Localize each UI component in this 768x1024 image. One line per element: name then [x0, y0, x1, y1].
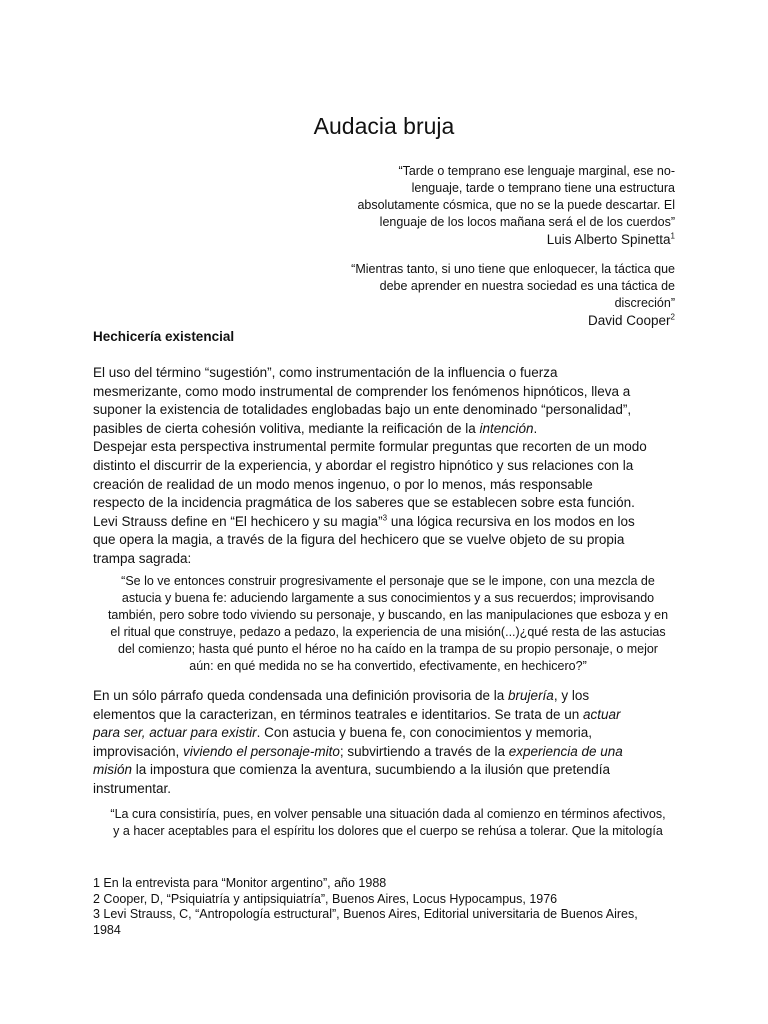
text-run: .	[533, 420, 538, 436]
epigraph-author	[351, 312, 675, 329]
text-line: Despejar esta perspectiva instrumental permite formular preguntas que recorten de un modo	[93, 439, 647, 455]
footnote: 3 Levi Strauss, C, “Antropología estructural”, Buenos Aires, Editorial universitaria de Buenos Aires,	[93, 907, 638, 921]
text-run: la impostura que comienza la aventura, sucumbiendo a la ilusión que pretendía	[132, 762, 611, 778]
block-quote-cura	[93, 806, 683, 840]
text-run: una lógica recursiva en los modos en los	[387, 513, 635, 529]
quote-line: “Se lo ve entonces construir progresivamente el personaje que se le impone, con una mezcla de	[121, 574, 655, 588]
epigraph-line: “Mientras tanto, si uno tiene que enloquecer, la táctica que	[351, 262, 675, 276]
author-name: David Cooper	[588, 313, 671, 328]
quote-line: y a hacer aceptables para el espíritu los dolores que el cuerpo se rehúsa a tolerar. Que la mitología	[113, 824, 663, 838]
epigraph-line: debe aprender en nuestra sociedad es una táctica de	[379, 279, 675, 293]
footnotes	[93, 876, 693, 938]
text-run: , y los	[553, 688, 590, 703]
text-line	[93, 420, 683, 439]
italic-run: experiencia de una	[508, 743, 623, 759]
epigraph-line: lenguaje de los locos mañana será el de los cuerdos”	[379, 215, 675, 229]
footnote-ref: 2	[670, 312, 675, 322]
text-line: El uso del término “sugestión”, como instrumentación de la influencia o fuerza	[93, 365, 558, 380]
document-title: Audacia bruja	[313, 113, 455, 139]
text-line: que opera la magia, a través de la figura del hechicero que se vuelve objeto de su propia	[93, 532, 625, 548]
text-line: distinto el discurrir de la experiencia, y abordar el registro hipnótico y sus relaciones con la	[93, 457, 634, 473]
footnote: 1984	[93, 922, 121, 937]
text-run: Levi Strauss define en “El hechicero y su magia”	[93, 513, 383, 529]
text-line: creación de realidad de un modo menos ingenuo, o por lo menos, más responsable	[93, 476, 593, 492]
epigraph-author	[357, 231, 675, 248]
text-run: ; subvirtiendo a través de la	[339, 743, 509, 759]
epigraph-spinetta	[357, 163, 675, 248]
italic-run: misión	[93, 762, 133, 778]
author-name: Luis Alberto Spinetta	[546, 232, 671, 247]
section-heading: Hechicería existencial	[93, 329, 235, 344]
text-line	[93, 743, 683, 762]
quote-line: astucia y buena fe: aduciendo largamente a sus conocimientos y a sus recuerdos; improvisando	[121, 591, 655, 605]
footnote: 1 En la entrevista para “Monitor argentino”, año 1988	[93, 876, 387, 890]
epigraph-line: lenguaje, tarde o temprano tiene una estructura	[411, 181, 675, 195]
text-line	[93, 513, 683, 532]
text-run: improvisación,	[93, 743, 184, 759]
block-quote-levi-strauss	[93, 573, 683, 675]
quote-line: el ritual que construye, pedazo a pedazo, la experiencia de una misión(...)¿qué resta de las astucias	[110, 625, 666, 639]
text-line: trampa sagrada:	[93, 550, 192, 566]
footnote-ref: 1	[670, 231, 675, 241]
quote-line: aún: en qué medida no se ha convertido, efectivamente, en hechicero?”	[189, 659, 587, 673]
epigraph-line: discreción”	[614, 296, 675, 310]
paragraph-1	[93, 364, 683, 569]
text-line	[93, 761, 683, 780]
quote-line: “La cura consistiría, pues, en volver pensable una situación dada al comienzo en términos afectivos,	[110, 807, 666, 821]
text-line: instrumentar.	[93, 780, 172, 796]
quote-line: del comienzo; hasta qué punto el héroe no ha caído en la trampa de su propio personaje, o mejor	[118, 642, 658, 656]
text-run: elementos que la caracterizan, en términos teatrales e identitarios. Se trata de un	[93, 706, 584, 722]
text-line: suponer la existencia de totalidades englobadas bajo un ente denominado “personalidad”,	[93, 402, 632, 418]
text-line: respecto de la incidencia pragmática de los saberes que se establecen sobre esta función.	[93, 495, 635, 511]
text-run: pasibles de cierta cohesión volitiva, mediante la reificación de la	[93, 420, 480, 436]
epigraph-line: “Tarde o temprano ese lenguaje marginal, ese no-	[398, 164, 675, 178]
epigraph-cooper	[351, 261, 675, 329]
italic-run: viviendo el personaje-mito	[183, 743, 340, 759]
paragraph-2	[93, 687, 683, 799]
epigraph-line: absolutamente cósmica, que no se la puede descartar. El	[357, 198, 675, 212]
italic-run: para ser, actuar para existir	[93, 725, 257, 741]
footnote: 2 Cooper, D, “Psiquiatría y antipsiquiatría”, Buenos Aires, Locus Hypocampus, 1976	[93, 891, 558, 906]
italic-run: brujería	[508, 688, 554, 703]
text-line	[93, 687, 683, 706]
italic-run: intención	[479, 420, 534, 436]
text-run: En un sólo párrafo queda condensada una definición provisoria de la	[93, 688, 509, 703]
italic-run: actuar	[583, 706, 621, 722]
text-line: mesmerizante, como modo instrumental de comprender los fenómenos hipnóticos, lleva a	[93, 383, 631, 399]
text-line	[93, 706, 683, 725]
text-run: . Con astucia y buena fe, con conocimientos y memoria,	[256, 725, 592, 741]
quote-line: también, pero sobre todo viviendo su personaje, y buscando, en las manipulaciones que esboza y en	[107, 608, 669, 622]
footnote-ref: 3	[382, 513, 388, 523]
text-line	[93, 724, 683, 743]
